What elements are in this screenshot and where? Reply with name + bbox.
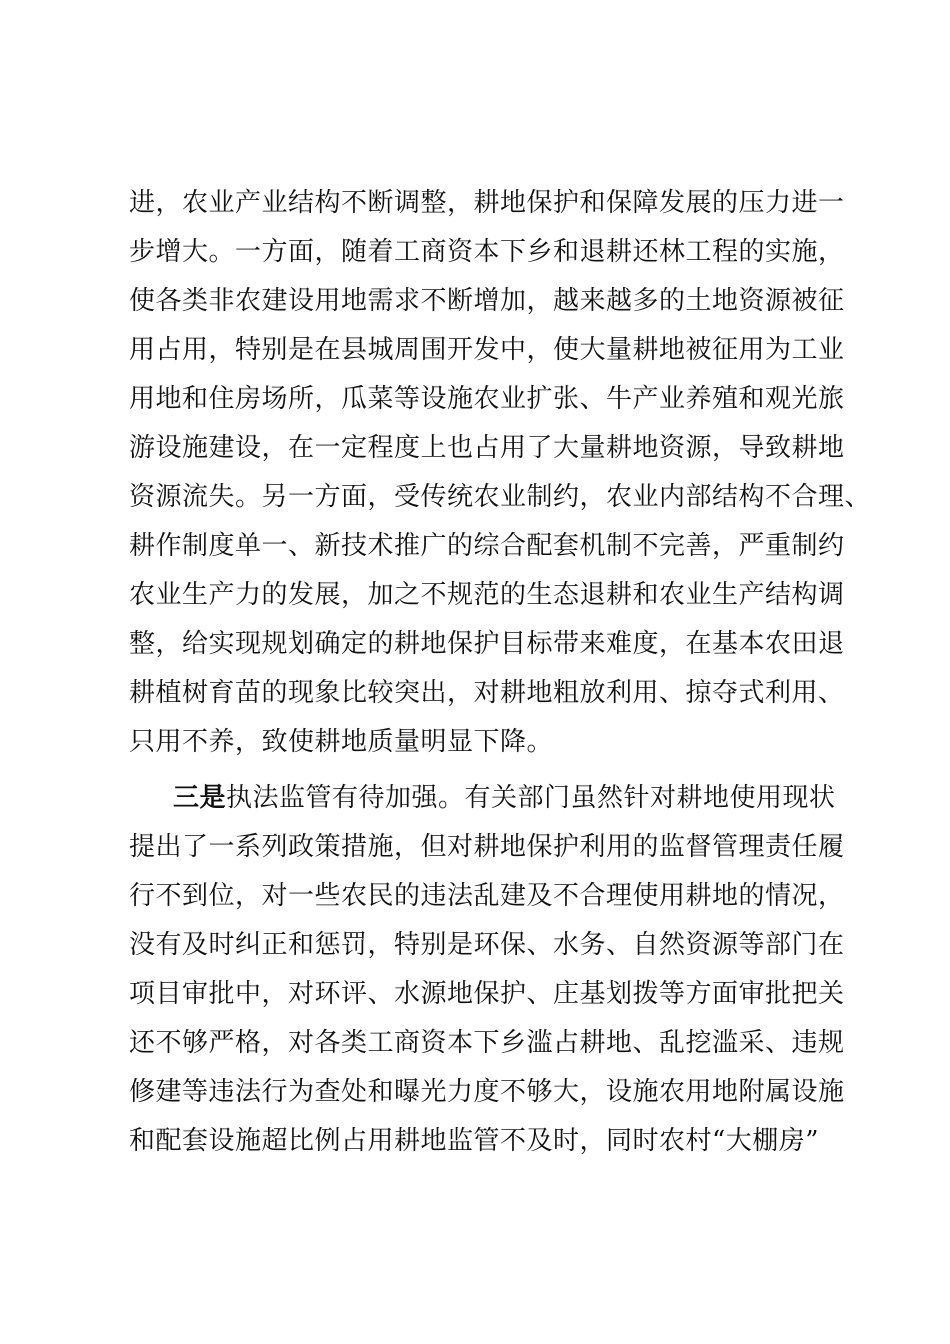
paragraph-2-first-line-text: 执法监管有待加强。有关部门虽然针对耕地使用现状: [226, 783, 836, 813]
paragraph-1-line-7: 资源流失。另一方面，受传统农业制约，农业内部结构不合理、: [129, 482, 872, 512]
paragraph-1-line-2: 步增大。一方面，随着工商资本下乡和退耕还林工程的实施，: [129, 237, 845, 267]
paragraph-2-line-4: 没有及时纠正和惩罚，特别是环保、水务、自然资源等部门在: [129, 930, 845, 960]
paragraph-1-line-4: 用占用，特别是在县城周围开发中，使大量耕地被征用为工业: [129, 335, 845, 365]
paragraph-1-line-11: 耕植树育苗的现象比较突出，对耕地粗放利用、掠夺式利用、: [129, 678, 845, 708]
paragraph-1-line-12: 只用不养，致使耕地质量明显下降。: [129, 727, 554, 757]
paragraph-2-line-7: 修建等违法行为查处和曝光力度不够大，设施农用地附属设施: [129, 1077, 845, 1107]
paragraph-2-line-3: 行不到位，对一些农民的违法乱建及不合理使用耕地的情况，: [129, 881, 845, 911]
paragraph-1-line-5: 用地和住房场所，瓜菜等设施农业扩张、牛产业养殖和观光旅: [129, 384, 845, 414]
paragraph-1-line-3: 使各类非农建设用地需求不断增加，越来越多的土地资源被征: [129, 286, 845, 316]
paragraph-2-line-5: 项目审批中，对环评、水源地保护、庄基划拨等方面审批把关: [129, 979, 845, 1009]
paragraph-1-line-10: 整，给实现规划确定的耕地保护目标带来难度，在基本农田退: [129, 629, 845, 659]
paragraph-2-line-6: 还不够严格，对各类工商资本下乡滥占耕地、乱挖滥采、违规: [129, 1028, 845, 1058]
paragraph-1-line-1: 进，农业产业结构不断调整，耕地保护和保障发展的压力进一: [129, 188, 845, 218]
paragraph-1-line-9: 农业生产力的发展，加之不规范的生态退耕和农业生产结构调: [129, 580, 845, 610]
paragraph-2-lead: 三是: [173, 783, 227, 813]
paragraph-1-line-6: 游设施建设，在一定程度上也占用了大量耕地资源，导致耕地: [129, 433, 845, 463]
paragraph-2-line-8: 和配套设施超比例占用耕地监管不及时，同时农村“大棚房”: [129, 1126, 820, 1156]
paragraph-1-line-8: 耕作制度单一、新技术推广的综合配套机制不完善，严重制约: [129, 531, 845, 561]
paragraph-2-line-1: [173, 781, 836, 815]
paragraph-2-line-2: 提出了一系列政策措施，但对耕地保护利用的监督管理责任履: [129, 832, 845, 862]
